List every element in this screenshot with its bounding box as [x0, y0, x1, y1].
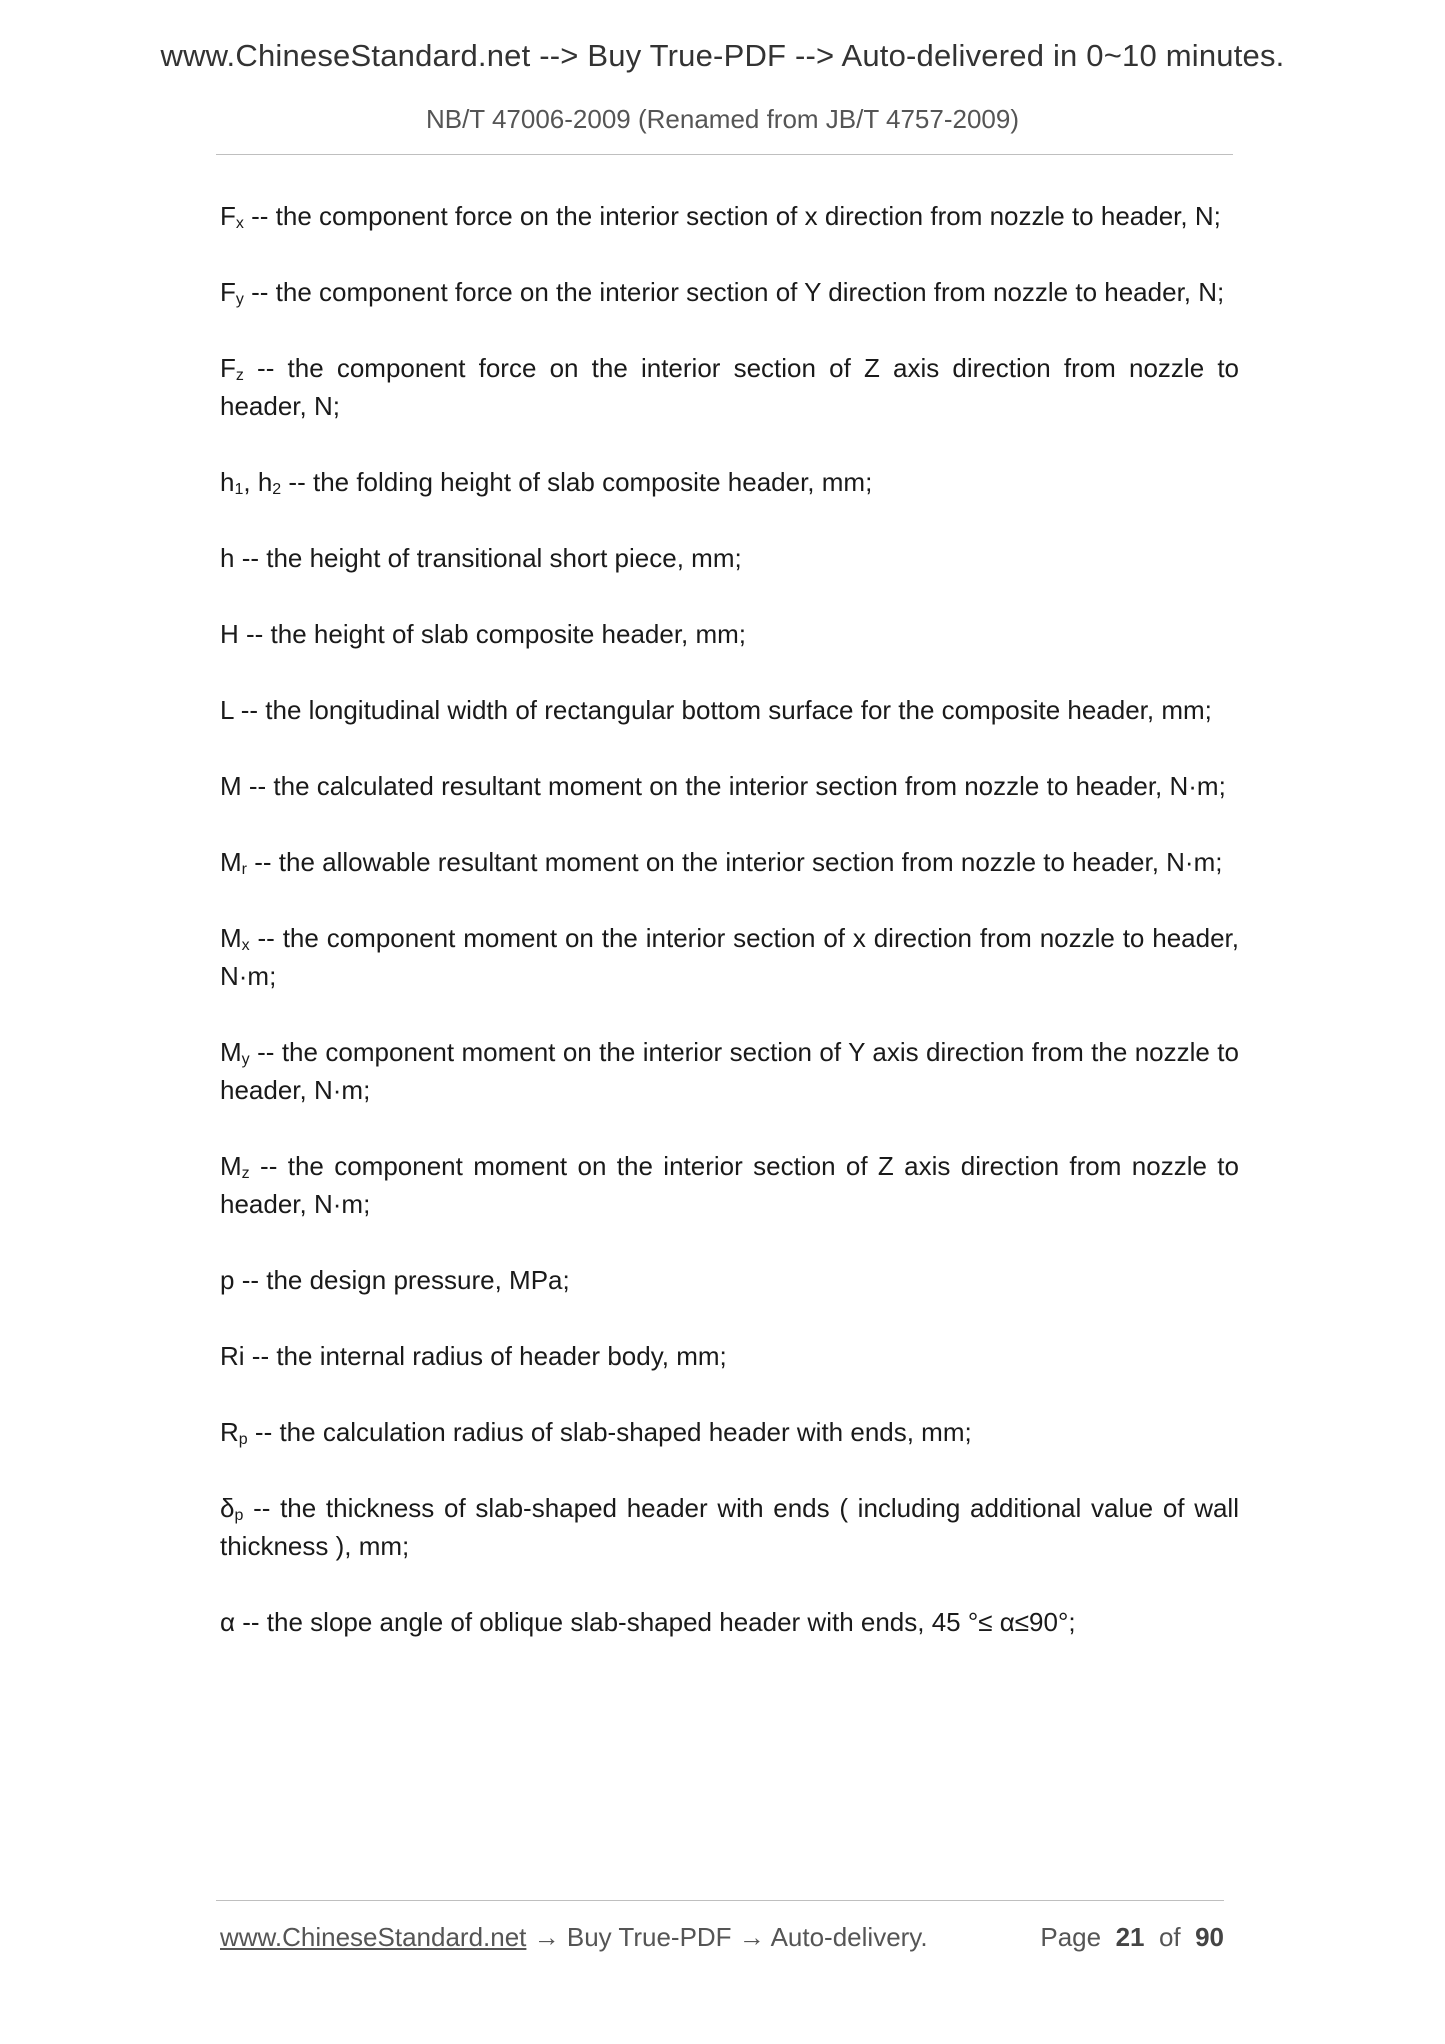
definition-My: $M_y$ -- the component moment on the interior section of Y axis direction from the nozzle to header, N·m;: [220, 1037, 1239, 1105]
definition-Ri: Ri -- the internal radius of header body, mm;: [220, 1341, 727, 1371]
definition-Mr: $M_r$ -- the allowable resultant moment on the interior section from nozzle to header, N·m;: [220, 847, 1223, 878]
definition-fx: $F_x$ -- the component force on the interior section of x direction from nozzle to header, N;: [220, 201, 1221, 232]
header-divider: [216, 154, 1233, 155]
definition-fy: $F_y$ -- the component force on the interior section of Y direction from nozzle to header, N;: [220, 277, 1225, 308]
footer-purchase-line: [220, 1922, 928, 1953]
definition-h: h -- the height of transitional short piece, mm;: [220, 543, 742, 573]
footer-divider: [216, 1900, 1224, 1901]
definition-h1-h2: $h_1$, $h_2$ -- the folding height of slab composite header, mm;: [220, 467, 873, 498]
definition-L: L -- the longitudinal width of rectangular bottom surface for the composite header, mm;: [220, 695, 1212, 725]
definition-p: p -- the design pressure, MPa;: [220, 1265, 570, 1295]
page-total: 90: [1195, 1922, 1224, 1952]
definition-Mx: $M_x$ -- the component moment on the interior section of x direction from nozzle to header, N·m;: [220, 923, 1239, 991]
page-indicator: Page 21 of 90: [1040, 1922, 1224, 1952]
page-footer: [220, 1922, 1224, 1962]
definition-H: H -- the height of slab composite header, mm;: [220, 619, 747, 649]
standard-code: NB/T 47006-2009 (Renamed from JB/T 4757-2009): [425, 104, 1020, 134]
symbol-definitions: [220, 197, 1239, 1641]
definition-M: M -- the calculated resultant moment on the interior section from nozzle to header, N·m;: [220, 771, 1226, 801]
page-number: 21: [1115, 1922, 1145, 1952]
definition-delta-p: $\delta_p$ -- the thickness of slab-shaped header with ends ( including additional value of wall thickness ), mm;: [220, 1493, 1239, 1561]
definition-fz: $F_z$ -- the component force on the interior section of Z axis direction from nozzle to header, N;: [220, 353, 1239, 421]
definition-Rp: $R_p$ -- the calculation radius of slab-shaped header with ends, mm;: [220, 1417, 972, 1448]
site-banner: www.ChineseStandard.net --> Buy True-PDF --> Auto-delivered in 0~10 minutes.: [160, 38, 1285, 73]
definition-alpha: α -- the slope angle of oblique slab-shaped header with ends, 45 °≤ α≤90°;: [220, 1607, 1076, 1637]
footer-site-link[interactable]: www.ChineseStandard.net: [220, 1922, 527, 1952]
definition-Mz: $M_z$ -- the component moment on the interior section of Z axis direction from nozzle to header, N·m;: [220, 1151, 1239, 1219]
footer-tagline: → Buy True-PDF → Auto-delivery.: [526, 1922, 928, 1952]
